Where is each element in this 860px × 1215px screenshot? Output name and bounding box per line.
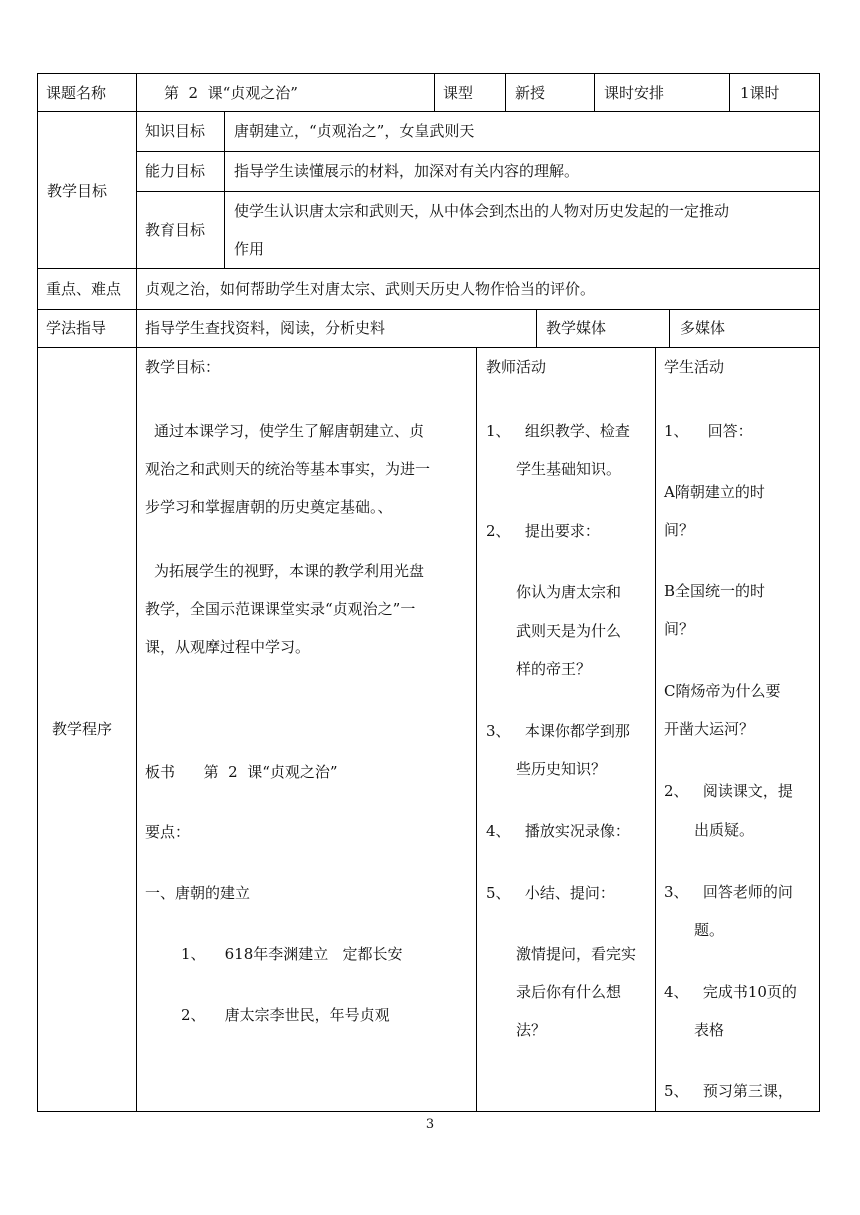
content-para1-line1: 通过本课学习，使学生了解唐朝建立、贞 <box>154 422 425 440</box>
key-points-label: 要点： <box>145 823 191 841</box>
content-para2-line1: 为拓展学生的视野，本课的教学利用光盘 <box>154 562 425 580</box>
method-text: 指导学生查找资料，阅读，分析史料 <box>145 319 386 337</box>
col-divider-header-c <box>594 73 595 112</box>
table-border-right <box>819 73 820 1112</box>
student-line: 间？ <box>664 521 695 539</box>
teacher-line: 你认为唐太宗和 <box>516 583 622 601</box>
content-para2-line2: 教学，全国示范课课堂实录“贞观治之”一 <box>145 600 416 618</box>
col-divider-header-b <box>505 73 506 112</box>
student-line: C隋炀帝为什么要 <box>664 682 781 700</box>
teacher-line: 样的帝王？ <box>516 660 592 678</box>
student-line: 表格 <box>694 1021 725 1039</box>
table-border-top <box>37 73 820 74</box>
teacher-line: 2、 提出要求： <box>486 522 600 540</box>
student-line: 1、 回答： <box>664 422 753 440</box>
col-divider-teacher <box>476 347 477 1112</box>
student-line: A隋朝建立的时 <box>664 483 765 501</box>
teacher-line: 3、 本课你都学到那 <box>486 722 630 740</box>
student-line: B全国统一的时 <box>664 582 766 600</box>
table-border-bottom <box>37 1111 820 1112</box>
education-objective-text-line1: 使学生认识唐太宗和武则天，从中体会到杰出的人物对历史发起的一定推动 <box>234 202 730 220</box>
section-tang-founding: 一、唐朝的建立 <box>145 884 251 902</box>
lesson-type-label: 课型 <box>443 84 474 102</box>
method-label: 学法指导 <box>46 319 107 337</box>
row-divider-ability <box>136 191 820 192</box>
content-para2-line3: 课，从观摩过程中学习。 <box>145 638 311 656</box>
content-heading: 教学目标： <box>145 358 221 376</box>
teacher-line: 5、 小结、提问： <box>486 884 615 902</box>
student-line: 2、 阅读课文，提 <box>664 782 793 800</box>
education-objective-label: 教育目标 <box>145 221 206 239</box>
row-divider-header <box>37 111 820 112</box>
content-para1-line2: 观治之和武则天的统治等基本事实，为进一 <box>145 460 431 478</box>
student-activity-heading: 学生活动 <box>664 358 725 376</box>
lesson-title-label: 课题名称 <box>46 84 107 102</box>
board-title: 板书 第 2 课“贞观之治” <box>145 763 338 781</box>
focus-label: 重点、难点 <box>46 280 122 298</box>
teacher-line: 录后你有什么想 <box>516 983 622 1001</box>
ability-objective-text: 指导学生读懂展示的材料，加深对有关内容的理解。 <box>234 162 580 180</box>
teacher-line: 武则天是为什么 <box>516 622 622 640</box>
teacher-line: 1、 组织教学、检查 <box>486 422 630 440</box>
col-divider-label <box>136 73 137 1112</box>
schedule-value: 1课时 <box>740 84 780 102</box>
teacher-line: 法？ <box>516 1021 547 1039</box>
student-line: 5、 预习第三课， <box>664 1082 793 1100</box>
teacher-line: 4、 播放实况录像： <box>486 822 630 840</box>
knowledge-objective-label: 知识目标 <box>145 122 206 140</box>
ability-objective-label: 能力目标 <box>145 162 206 180</box>
teacher-activity-heading: 教师活动 <box>486 358 547 376</box>
teacher-line: 激情提问，看完实 <box>516 945 637 963</box>
student-line: 3、 回答老师的问 <box>664 883 793 901</box>
col-divider-header-a <box>434 73 435 112</box>
lesson-title-value: 第 2 课“贞观之治” <box>164 84 298 102</box>
procedure-label: 教学程序 <box>52 720 113 738</box>
point-item-1: 1、 618年李渊建立 定都长安 <box>181 945 403 963</box>
student-line: 开凿大运河？ <box>664 720 755 738</box>
schedule-label: 课时安排 <box>604 84 665 102</box>
col-divider-header-d <box>729 73 730 112</box>
education-objective-text-line2: 作用 <box>234 240 265 258</box>
point-item-2: 2、 唐太宗李世民，年号贞观 <box>181 1006 390 1024</box>
student-line: 间？ <box>664 620 695 638</box>
media-value: 多媒体 <box>680 319 726 337</box>
objectives-label: 教学目标 <box>47 182 108 200</box>
col-divider-objective-label <box>224 111 225 269</box>
col-divider-method-b <box>669 309 670 348</box>
student-line: 4、 完成书10页的 <box>664 983 797 1001</box>
page-number: 3 <box>425 1117 435 1132</box>
student-line: 题。 <box>694 921 725 939</box>
row-divider-knowledge <box>136 151 820 152</box>
row-divider-focus <box>37 309 820 310</box>
lesson-type-value: 新授 <box>515 84 546 102</box>
table-border-left <box>37 73 38 1112</box>
col-divider-student <box>655 347 656 1112</box>
knowledge-objective-text: 唐朝建立，“贞观治之”，女皇武则天 <box>234 122 475 140</box>
col-divider-method-a <box>536 309 537 348</box>
media-label: 教学媒体 <box>546 319 607 337</box>
content-para1-line3: 步学习和掌握唐朝的历史奠定基础。、 <box>145 498 393 516</box>
teacher-line: 些历史知识？ <box>516 760 607 778</box>
row-divider-method <box>37 347 820 348</box>
row-divider-objectives <box>37 268 820 269</box>
focus-text: 贞观之治，如何帮助学生对唐太宗、武则天历史人物作恰当的评价。 <box>145 280 596 298</box>
teacher-line: 学生基础知识。 <box>516 460 622 478</box>
student-line: 出质疑。 <box>694 821 755 839</box>
